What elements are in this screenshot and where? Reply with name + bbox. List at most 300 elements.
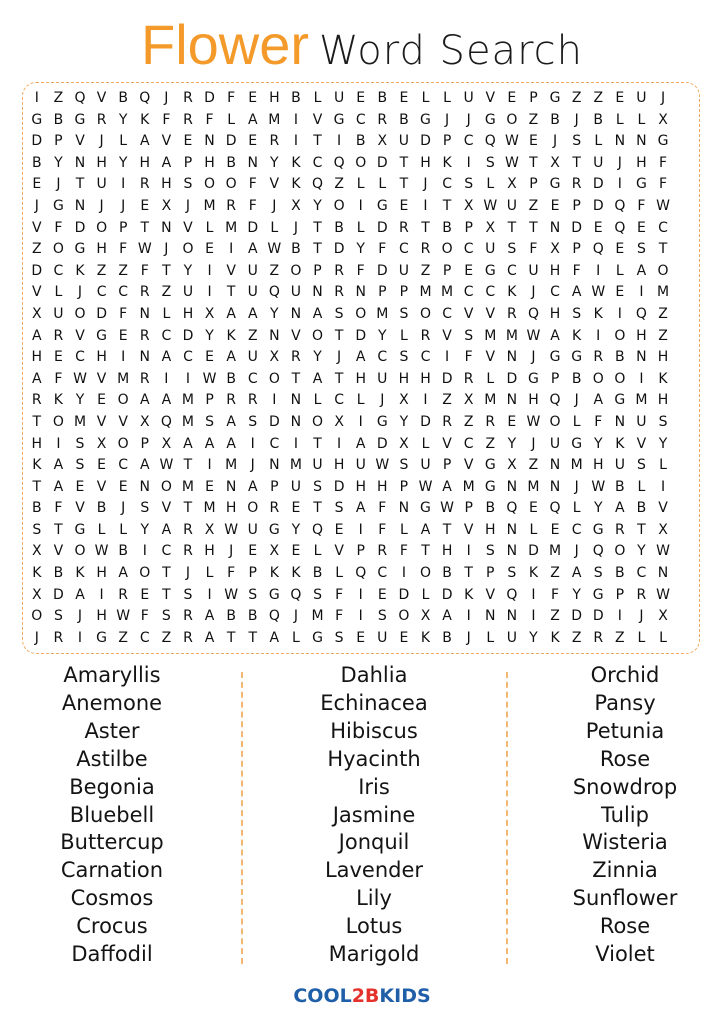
grid-letter: R [139, 284, 150, 301]
grid-letter: G [614, 392, 626, 409]
grid-letter: N [290, 392, 302, 409]
grid-letter: H [269, 90, 280, 106]
grid-letter: J [574, 392, 579, 409]
grid-letter: G [74, 241, 86, 258]
grid-letter: B [118, 543, 128, 560]
grid-letter: U [290, 478, 302, 495]
logo-text-kids: KIDS [379, 985, 431, 1007]
word-list-item: Lotus [345, 914, 403, 939]
grid-letter: I [401, 565, 406, 582]
grid-letter: I [596, 262, 601, 279]
grid-letter: K [269, 565, 279, 582]
grid-letter: U [53, 305, 64, 322]
grid-letter: A [312, 305, 323, 322]
grid-letter: N [398, 500, 410, 517]
word-list-item: Orchid [590, 663, 660, 687]
grid-letter: S [75, 435, 85, 452]
grid-letter: E [356, 629, 366, 646]
grid-letter: D [571, 219, 583, 236]
grid-letter: H [485, 521, 496, 538]
grid-letter: A [247, 305, 258, 322]
grid-letter: N [74, 197, 86, 214]
grid-letter: V [485, 586, 496, 603]
grid-letter: N [269, 457, 280, 474]
grid-letter: M [225, 457, 238, 474]
grid-row [26, 477, 696, 499]
grid-letter: L [119, 133, 128, 150]
grid-letter: I [293, 133, 298, 150]
grid-letter: U [549, 435, 561, 452]
word-list-item: Wisteria [582, 830, 668, 855]
grid-letter: N [506, 349, 518, 366]
grid-letter: O [74, 305, 86, 322]
grid-letter: U [247, 521, 258, 538]
grid-letter: X [291, 197, 301, 214]
grid-letter: U [312, 457, 323, 474]
grid-letter: M [311, 608, 324, 625]
grid-letter: L [378, 176, 387, 193]
grid-letter: D [592, 608, 604, 625]
grid-letter: E [248, 543, 258, 560]
grid-letter: S [183, 586, 193, 603]
grid-letter: S [485, 543, 495, 560]
grid-letter: X [204, 305, 215, 322]
grid-letter: C [463, 284, 474, 301]
grid-letter: L [205, 219, 214, 236]
grid-letter: O [419, 565, 431, 582]
grid-letter: A [161, 349, 172, 366]
grid-letter: J [185, 565, 191, 582]
grid-letter: M [527, 478, 540, 495]
grid-letter: N [139, 478, 150, 495]
grid-letter: E [334, 521, 344, 538]
grid-row [26, 174, 696, 196]
grid-letter: G [484, 262, 496, 279]
grid-letter: Q [592, 241, 604, 258]
grid-letter: I [229, 241, 234, 258]
grid-letter: Z [485, 435, 496, 452]
grid-letter: L [205, 565, 214, 582]
grid-letter: L [594, 133, 603, 150]
grid-letter: G [96, 629, 107, 646]
grid-letter: W [440, 500, 454, 517]
grid-letter: C [96, 284, 107, 301]
grid-letter: V [161, 500, 172, 517]
grid-letter: H [441, 543, 453, 560]
grid-letter: N [549, 219, 561, 236]
grid-letter: W [591, 478, 606, 495]
grid-letter: A [32, 370, 42, 387]
grid-letter: P [550, 370, 560, 387]
grid-letter: G [484, 111, 496, 128]
grid-letter: S [593, 565, 603, 582]
grid-letter: P [442, 133, 452, 150]
grid-letter: A [226, 349, 236, 366]
grid-letter: F [119, 241, 128, 258]
grid-letter: E [507, 413, 517, 430]
grid-letter: B [226, 154, 236, 171]
grid-letter: I [596, 327, 601, 344]
word-list-item: Begonia [69, 774, 155, 799]
grid-letter: N [506, 478, 518, 495]
grid-letter: B [442, 565, 452, 582]
grid-row [26, 304, 696, 326]
grid-letter: U [485, 241, 496, 258]
grid-letter: O [139, 565, 151, 582]
grid-letter: O [549, 413, 561, 430]
grid-letter: W [656, 197, 670, 214]
grid-letter: V [53, 543, 64, 560]
grid-letter: W [202, 370, 217, 387]
grid-letter: Y [54, 154, 63, 171]
word-list-item: Echinacea [320, 690, 428, 715]
grid-letter: Z [593, 90, 604, 106]
grid-letter: N [225, 478, 237, 495]
grid-letter: N [614, 133, 626, 150]
grid-letter: S [399, 349, 409, 366]
grid-letter: F [464, 349, 473, 366]
grid-letter: C [463, 133, 474, 150]
grid-letter: J [617, 154, 622, 171]
grid-letter: W [418, 478, 433, 495]
grid-row [26, 347, 696, 369]
grid-letter: S [248, 586, 258, 603]
word-list-item: Marigold [328, 942, 420, 967]
grid-letter: O [96, 219, 108, 236]
grid-letter: I [250, 435, 255, 452]
grid-letter: C [550, 284, 560, 301]
grid-letter: H [355, 370, 366, 387]
grid-letter: Y [183, 262, 193, 279]
grid-letter: R [571, 176, 582, 193]
grid-letter: J [229, 543, 234, 560]
grid-letter: D [355, 327, 367, 344]
grid-letter: C [334, 392, 344, 409]
grid-letter: K [32, 457, 42, 474]
grid-letter: H [96, 565, 107, 582]
grid-letter: T [313, 435, 322, 452]
word-list-item: Sunflower [572, 886, 678, 911]
grid-letter: W [224, 586, 239, 603]
grid-letter: O [182, 241, 194, 258]
grid-letter: V [312, 111, 323, 128]
grid-letter: L [572, 413, 581, 430]
grid-letter: B [485, 500, 496, 517]
grid-row [26, 153, 696, 175]
grid-letter: D [420, 133, 431, 150]
grid-letter: E [248, 133, 258, 150]
grid-letter: M [484, 327, 497, 344]
grid-row [26, 282, 696, 304]
grid-letter: X [485, 219, 496, 236]
grid-letter: V [75, 500, 85, 517]
grid-letter: O [52, 241, 64, 258]
grid-row [26, 239, 696, 261]
grid-letter: J [574, 478, 579, 495]
grid-letter: M [549, 543, 562, 560]
grid-letter: Q [484, 133, 496, 150]
grid-letter: G [31, 111, 43, 128]
grid-letter: H [204, 543, 215, 560]
grid-letter: O [160, 478, 172, 495]
word-list-item: Zinnia [592, 858, 658, 883]
grid-letter: E [291, 543, 301, 560]
grid-letter: F [637, 197, 646, 214]
grid-letter: U [182, 284, 194, 301]
grid-letter: S [572, 305, 582, 322]
grid-letter: Y [291, 521, 301, 538]
grid-letter: P [270, 478, 279, 495]
grid-letter: T [658, 241, 668, 258]
grid-letter: K [550, 629, 560, 646]
grid-letter: E [550, 197, 560, 214]
grid-letter: U [420, 457, 431, 474]
grid-letter: B [442, 219, 452, 236]
grid-letter: F [119, 305, 128, 322]
grid-letter: R [183, 90, 193, 106]
grid-letter: X [204, 521, 215, 538]
grid-letter: Q [355, 565, 367, 582]
grid-letter: I [617, 608, 622, 625]
grid-letter: O [614, 327, 626, 344]
grid-letter: T [248, 629, 258, 646]
grid-letter: T [399, 154, 409, 171]
grid-letter: I [207, 262, 212, 279]
grid-letter: Z [161, 284, 172, 301]
grid-row [26, 520, 696, 542]
grid-letter: I [358, 521, 363, 538]
grid-letter: Q [312, 521, 324, 538]
grid-letter: A [161, 154, 172, 171]
grid-letter: L [97, 521, 106, 538]
grid-letter: B [615, 565, 625, 582]
grid-letter: R [399, 219, 409, 236]
grid-letter: G [592, 521, 604, 538]
grid-letter: O [290, 262, 302, 279]
grid-letter: Y [118, 154, 128, 171]
grid-letter: W [224, 521, 239, 538]
grid-letter: W [656, 543, 670, 560]
grid-letter: U [96, 176, 107, 193]
grid-letter: M [203, 197, 216, 214]
page-title [0, 12, 724, 77]
grid-letter: P [378, 284, 387, 301]
grid-letter: G [549, 349, 561, 366]
grid-letter: R [420, 241, 431, 258]
grid-letter: P [356, 543, 365, 560]
grid-letter: P [464, 500, 473, 517]
grid-letter: V [463, 305, 474, 322]
grid-letter: W [504, 154, 519, 171]
grid-row [26, 261, 696, 283]
grid-letter: A [355, 500, 366, 517]
grid-letter: R [269, 133, 280, 150]
grid-letter: K [75, 262, 85, 279]
grid-letter: R [183, 608, 193, 625]
grid-letter: Z [528, 457, 539, 474]
grid-letter: X [550, 154, 560, 171]
grid-letter: W [591, 284, 606, 301]
grid-letter: R [636, 586, 647, 603]
word-list-item: Tulip [601, 802, 649, 827]
grid-letter: S [572, 133, 582, 150]
grid-letter: J [77, 608, 83, 625]
grid-letter: J [250, 457, 255, 474]
grid-letter: J [337, 349, 342, 366]
grid-letter: M [484, 392, 497, 409]
grid-letter: G [74, 111, 86, 128]
grid-letter: G [484, 457, 496, 474]
grid-letter: I [617, 305, 622, 322]
grid-letter: T [226, 284, 236, 301]
grid-letter: T [226, 629, 236, 646]
grid-letter: O [333, 197, 345, 214]
word-list-item: Daffodil [71, 942, 153, 967]
grid-letter: S [248, 413, 258, 430]
grid-letter: R [442, 413, 452, 430]
grid-letter: C [636, 565, 647, 582]
grid-letter: J [99, 197, 104, 214]
grid-letter: M [570, 457, 583, 474]
grid-letter: R [139, 370, 150, 387]
grid-letter: T [313, 500, 322, 517]
grid-letter: Y [118, 111, 128, 128]
grid-letter: F [248, 176, 257, 193]
grid-letter: T [313, 219, 322, 236]
grid-letter: N [139, 305, 150, 322]
grid-letter: N [355, 284, 366, 301]
grid-letter: J [99, 133, 104, 150]
grid-letter: H [225, 500, 237, 517]
grid-letter: Q [333, 154, 345, 171]
grid-letter: E [97, 457, 106, 474]
grid-letter: K [291, 565, 301, 582]
grid-letter: C [485, 284, 496, 301]
grid-letter: F [572, 262, 581, 279]
grid-letter: T [162, 586, 171, 603]
grid-letter: N [614, 413, 626, 430]
grid-row [26, 218, 696, 240]
grid-letter: W [137, 241, 152, 258]
grid-letter: E [399, 197, 409, 214]
grid-letter: T [140, 219, 150, 236]
grid-letter: G [96, 327, 107, 344]
grid-letter: X [507, 457, 517, 474]
grid-letter: U [636, 90, 647, 106]
grid-letter: Z [571, 629, 582, 646]
grid-letter: T [162, 262, 171, 279]
grid-letter: R [291, 349, 301, 366]
grid-letter: R [334, 262, 344, 279]
grid-letter: C [420, 349, 431, 366]
grid-letter: G [549, 176, 561, 193]
grid-letter: X [463, 197, 474, 214]
grid-letter: A [420, 521, 431, 538]
grid-letter: Q [527, 305, 539, 322]
grid-letter: H [377, 478, 388, 495]
grid-letter: V [75, 133, 85, 150]
grid-letter: J [445, 111, 450, 128]
grid-letter: V [269, 176, 280, 193]
grid-letter: P [442, 457, 452, 474]
grid-letter: M [376, 305, 389, 322]
grid-letter: L [443, 90, 451, 106]
grid-row [26, 541, 696, 563]
grid-row [26, 131, 696, 153]
grid-letter: E [140, 586, 150, 603]
grid-letter: H [636, 154, 647, 171]
grid-letter: P [442, 262, 452, 279]
word-list-item: Carnation [60, 858, 164, 883]
grid-letter: N [506, 608, 518, 625]
grid-letter: J [660, 90, 666, 106]
grid-letter: Z [658, 327, 668, 344]
word-list-item: Hyacinth [327, 746, 421, 771]
grid-letter: F [54, 370, 63, 387]
grid-letter: E [32, 176, 42, 193]
word-list-item: Aster [84, 718, 140, 743]
grid-letter: I [207, 284, 212, 301]
grid-row [26, 390, 696, 412]
grid-letter: Z [334, 176, 344, 193]
grid-letter: L [637, 111, 646, 128]
grid-letter: Y [637, 543, 646, 560]
grid-letter: J [531, 349, 536, 366]
grid-letter: J [56, 176, 61, 193]
grid-letter: Z [463, 413, 474, 430]
grid-letter: G [52, 197, 64, 214]
grid-letter: F [227, 565, 236, 582]
column-divider [506, 672, 508, 964]
grid-row [26, 606, 696, 628]
grid-letter: I [293, 111, 298, 128]
grid-letter: X [161, 197, 172, 214]
grid-letter: Z [53, 90, 64, 106]
grid-letter: Y [572, 586, 581, 603]
grid-letter: P [486, 565, 495, 582]
grid-letter: R [183, 629, 193, 646]
grid-letter: D [74, 219, 86, 236]
grid-letter: V [96, 90, 107, 106]
grid-letter: J [466, 629, 471, 646]
grid-letter: R [31, 392, 42, 409]
grid-letter: M [117, 370, 130, 387]
grid-letter: E [636, 219, 646, 236]
grid-letter: H [636, 327, 647, 344]
grid-letter: R [183, 543, 193, 560]
grid-letter: I [358, 197, 363, 214]
title-sub: Word Search [319, 28, 583, 74]
grid-letter: L [335, 565, 344, 582]
grid-letter: R [420, 327, 431, 344]
grid-letter: U [290, 284, 302, 301]
grid-letter: J [552, 133, 558, 150]
grid-letter: A [226, 435, 236, 452]
grid-letter: C [463, 241, 474, 258]
grid-letter: H [96, 241, 107, 258]
grid-letter: O [312, 413, 324, 430]
word-list-item: Lily [356, 886, 392, 911]
grid-letter: D [204, 90, 215, 106]
grid-letter: A [118, 565, 128, 582]
grid-letter: L [529, 521, 538, 538]
grid-letter: R [53, 629, 64, 646]
grid-letter: F [378, 521, 387, 538]
grid-letter: D [376, 154, 388, 171]
grid-letter: Z [32, 241, 42, 258]
grid-letter: J [466, 111, 471, 128]
grid-letter: F [529, 241, 538, 258]
